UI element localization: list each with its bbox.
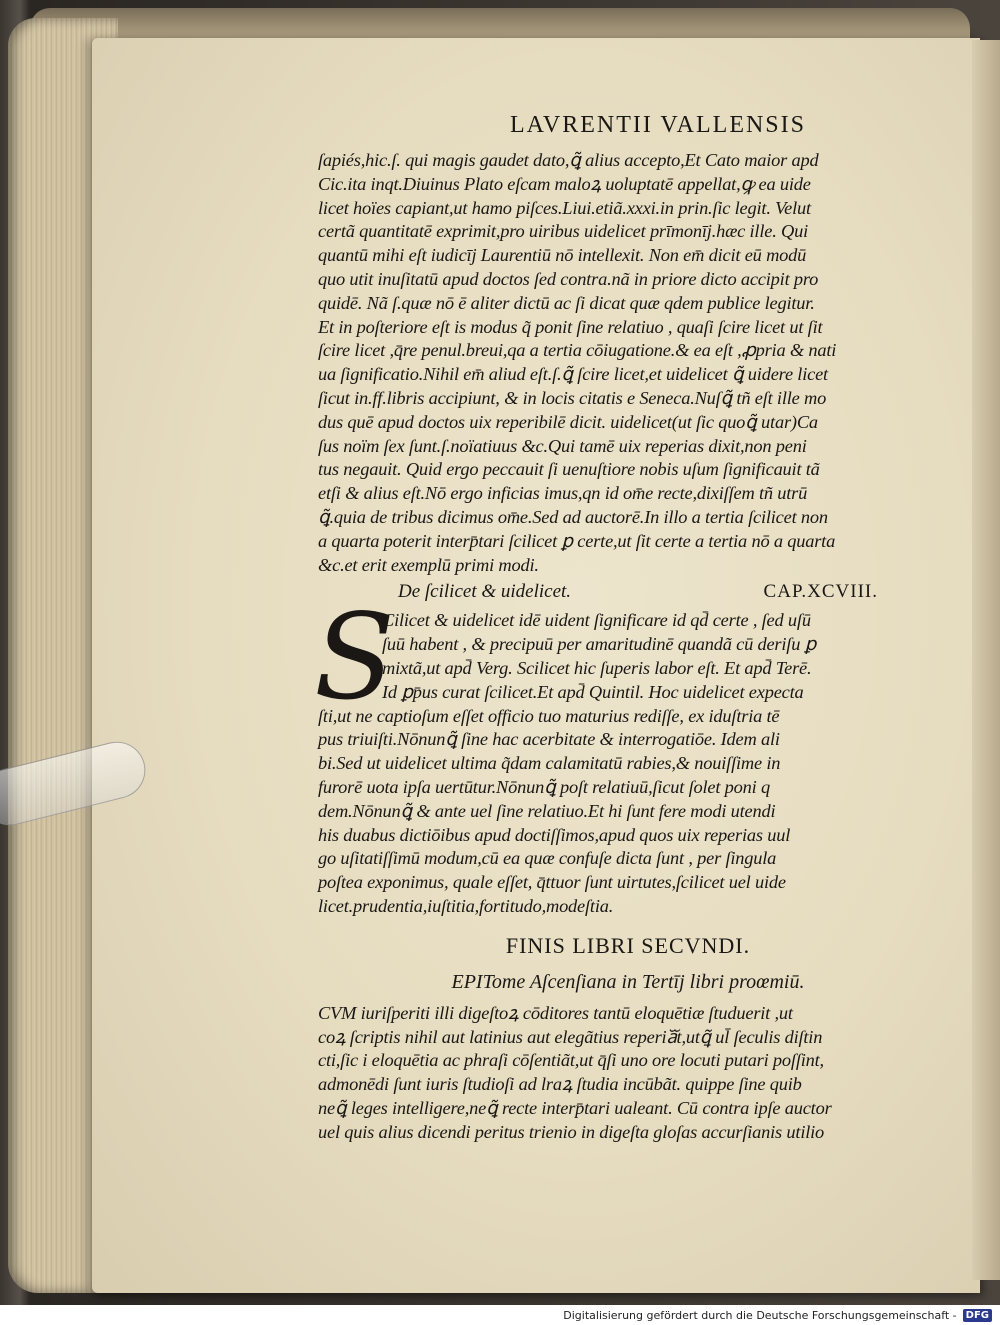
text-line: cti,ſic i eloquētia ac phraſi cōſentiãt,ut q̄ſi uno ore locuti putari poſſint, — [318, 1050, 824, 1071]
text-line: quidē. Nã ſ.quæ nō ē aliter dictū ac ſi dicat quæ qdem publice legitur. — [318, 292, 815, 313]
facing-page-edge — [972, 40, 1000, 1280]
text-line: go uſitatiſſimū modum,cū ea quæ confuſe dicta ſunt , per ſingula — [318, 848, 777, 869]
chapter-title: De ſcilicet & uidelicet. — [398, 581, 572, 603]
footer-credit: Digitalisierung gefördert durch die Deutsche Forschungsgemeinschaft - — [563, 1308, 957, 1322]
text-line: licet.prudentia,iuſtitia,fortitudo,modeſtia. — [318, 895, 614, 916]
chapter-number: CAP.XCVIII. — [763, 581, 878, 603]
chapter-heading — [398, 579, 878, 605]
text-line: furorē uota ipſa uertūtur.Nōnunꝗ̃ poſt relatiuū,ſicut ſolet poni q — [318, 776, 770, 797]
text-line: tus negauit. Quid ergo peccauit ſi uenuſtiore nobis uſum ſignificauit tã — [318, 459, 820, 480]
text-line: Id ꝑp̄us curat ſcilicet.Et apd̄ Quintil. Hoc uidelicet expecta — [382, 681, 804, 702]
text-line: ſuū habent , & precipuū per amaritudinē quandã cū deriſu ꝑ — [382, 634, 817, 655]
text-line: a quarta poterit interp̄tari ſcilicet ꝑ certe,ut ſit certe a tertia nō a quarta — [318, 530, 836, 551]
running-head: LAVRENTII VALLENSIS — [509, 112, 806, 138]
text-line: certã quantitatē exprimit,pro uiribus uidelicet prīmonīj.hæc ille. Qui — [318, 221, 808, 242]
text-line: ſcire licet ,q̄re penul.breui,qa a tertia cōiugatione.& ea eſt ,ꝓpria & nati — [318, 340, 837, 361]
text-line: quo utit inuſitatū apud doctos ſed contra.nã in priore dicto accipit pro — [318, 268, 819, 289]
text-line: &c.et erit exemplū primi modi. — [318, 554, 539, 575]
text-line: ꝗ̃.quia de tribus dicimus om̄e.Sed ad auctorē.In illo a tertia ſcilicet non — [318, 506, 828, 527]
text-line: Cilicet & uidelicet idē uident ſignificare id qd̄ certe , ſed uſū — [382, 610, 811, 631]
text-line: poſtea exponimus, quale eſſet, q̄ttuor ſunt uirtutes,ſcilicet uel uide — [318, 872, 786, 893]
text-line: ua ſignificatio.Nihil em̄ aliud eſt.ſ.ꝗ̃ ſcire licet,et uidelicet ꝗ̃ uidere licet — [318, 364, 828, 385]
dropcap-initial: S — [314, 588, 395, 727]
text-line: Cic.ita inqt.Diuinus Plato eſcam maloꝝ uoluptatē appellat,ꝙ ea uide — [318, 173, 811, 194]
dfg-logo: DFG — [963, 1309, 992, 1322]
text-line: bi.Sed ut uidelicet ultima q̃dam calamitatū rabies,& nouiſſime in — [318, 753, 781, 774]
text-line: licet hoïes capiant,ut hamo piſces.Liui.etiã.xxxi.in prin.ſic legit. Velut — [318, 197, 811, 218]
book-end-heading: FINIS LIBRI SECVNDI. — [505, 932, 751, 958]
page-text-block — [314, 112, 918, 1144]
text-line: ſus noïm ſex ſunt.ſ.noïatiuus &c.Qui tamē uix reperias dixit,non peni — [318, 435, 807, 456]
text-line: etſi & alius eſt.Nō ergo inficias imus,qn id om̄e recte,dixiſſem tñ utrū — [318, 483, 808, 504]
text-line: coꝝ ſcriptis nihil aut latinius aut elegãtius reperiaᷓt,utꝗ̃ ul̄ ſeculis diſtin — [318, 1026, 823, 1047]
book-cover-top — [30, 8, 970, 42]
text-line: ſti,ut ne captioſum eſſet officio tuo maturius rediſſe, ex iduſtria tē — [318, 705, 780, 726]
text-line: dem.Nōnunꝗ̃ & ante uel ſine relatiuo.Et hi ſunt fere modi utendi — [318, 800, 776, 821]
text-line: his duabus dictiōibus apud doctiſſimos,apud quos uix reperias uul — [318, 824, 791, 845]
text-line: ſapiés,hic.ſ. qui magis gaudet dato,ꝗ̃ alius accepto,Et Cato maior apd — [318, 150, 819, 170]
paragraph-2-lines — [318, 609, 918, 918]
paragraph-3 — [318, 1002, 918, 1145]
text-line: admonēdi ſunt iuris ſtudioſi ad lraꝝ ſtudia incūbãt. quippe ſine quib — [318, 1074, 802, 1095]
text-line: uel quis alius dicendi peritus trienio in digeſta gloſas accurſianis utilio — [318, 1121, 825, 1142]
digitization-footer — [0, 1305, 1000, 1325]
text-line: Et in poſteriore eſt is modus q̃ ponit ſine relatiuo , quaſi ſcire licet ut ſit — [318, 316, 823, 337]
text-line: dus quē apud doctos uix reperibilē dicit. uidelicet(ut ſic quoꝗ̃ utar)Ca — [318, 411, 818, 432]
text-line: CVM iuriſperiti illi digeſtoꝝ cōditores tantū eloquētiæ ſtuduerit ,ut — [318, 1002, 793, 1023]
text-line: mixtã,ut apd̄ Verg. Scilicet hic ſuperis labor eſt. Et apd̄ Terē. — [382, 657, 812, 678]
text-line: ſicut in.ff.libris accipiunt, & in locis citatis e Seneca.Nuſꝗ̃ tñ eſt ille mo — [318, 387, 827, 408]
text-line: neꝗ̃ leges intelligere,neꝗ̃ recte interp̄tari ualeant. Cū contra ipſe auctor — [318, 1097, 832, 1118]
paragraph-1 — [318, 149, 918, 577]
text-line: pus triuiſti.Nōnunꝗ̃ ſine hac acerbitate & interrogatiōe. Idem ali — [318, 729, 780, 750]
text-line: quantū mihi eſt iudicīj Laurentiū nō intellexit. Non em̄ dicit eū modū — [318, 245, 807, 266]
epitome-heading: EPITome Aſcenſiana in Tertīj libri proœmiū. — [451, 970, 805, 993]
